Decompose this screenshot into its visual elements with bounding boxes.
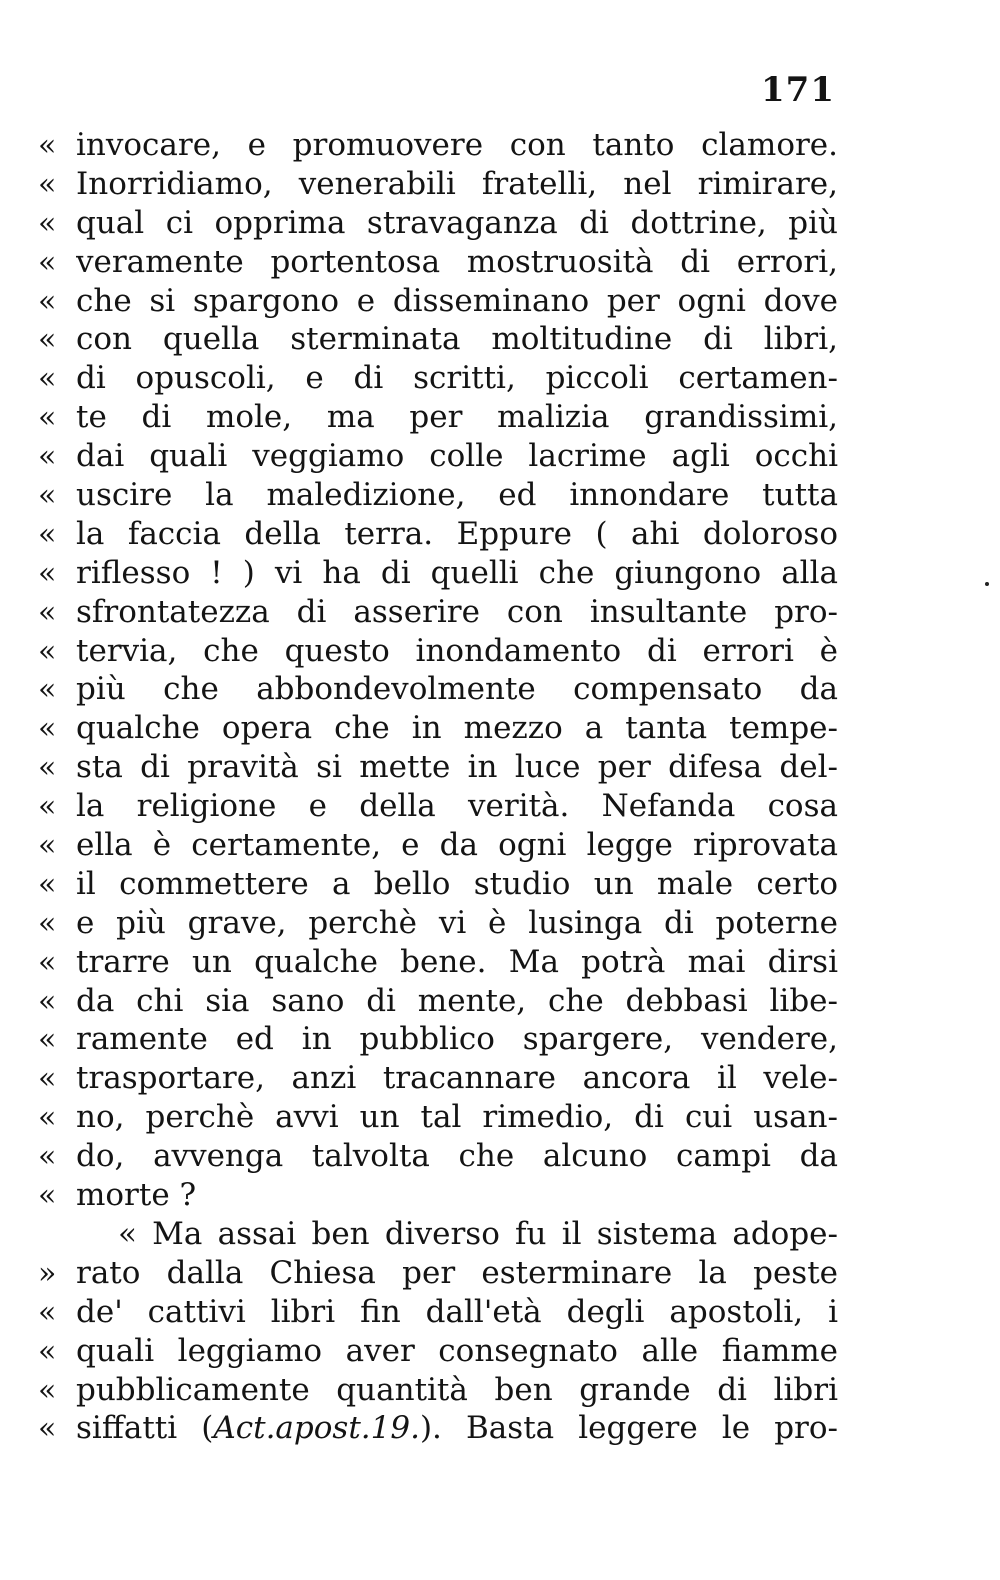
line-text: Inorridiamo, venerabili fratelli, nel rimirare, (76, 165, 838, 202)
text-line (38, 904, 838, 943)
line-text: « Ma assai ben diverso fu il sistema adope- (118, 1215, 838, 1252)
quote-mark: « (38, 983, 57, 1019)
text-line (38, 787, 838, 826)
line-text: no, perchè avvi un tal rimedio, di cui usan- (76, 1099, 838, 1136)
line-text: tervia, che questo inondamento di errori è (76, 632, 838, 669)
quote-mark: « (38, 1139, 57, 1175)
line-text: invocare, e promuovere con tanto clamore. (76, 127, 838, 163)
ink-speck (985, 582, 989, 586)
text-line (38, 1098, 838, 1137)
page-number: 171 (761, 70, 835, 110)
text-line (38, 1254, 838, 1293)
quote-mark: « (38, 1178, 57, 1214)
text-line (38, 243, 838, 282)
text-line (38, 1215, 838, 1254)
line-text: ella è certamente, e da ogni legge riprovata (76, 827, 838, 864)
text-line (38, 1332, 838, 1371)
line-text: siffatti (Act.apost.19.). Basta leggere le pro- (76, 1410, 838, 1447)
line-text: sfrontatezza di asserire con insultante pro- (76, 593, 838, 630)
quote-mark: « (38, 244, 57, 280)
line-text: la faccia della terra. Eppure ( ahi doloroso (76, 515, 838, 552)
text-line (38, 1409, 838, 1448)
line-text: da chi sia sano di mente, che debbasi libe- (76, 982, 838, 1019)
line-text: de' cattivi libri fin dall'età degli apostoli, i (76, 1293, 838, 1330)
text-line (38, 1059, 838, 1098)
text-line (38, 670, 838, 709)
line-text: quali leggiamo aver consegnato alle fiamme (76, 1332, 838, 1369)
line-text: te di mole, ma per malizia grandissimi, (76, 399, 838, 436)
line-text: rato dalla Chiesa per esterminare la peste (76, 1254, 838, 1291)
text-line (38, 826, 838, 865)
text-line (38, 1293, 838, 1332)
text-line (38, 865, 838, 904)
text-line (38, 126, 838, 165)
quote-mark: « (38, 828, 57, 864)
text-line (38, 476, 838, 515)
line-text: veramente portentosa mostruosità di errori, (76, 243, 838, 280)
line-text: trarre un qualche bene. Ma potrà mai dirsi (76, 943, 838, 980)
text-line (38, 554, 838, 593)
line-text: di opuscoli, e di scritti, piccoli certamen- (76, 360, 838, 397)
quote-mark: « (38, 555, 57, 591)
text-line (38, 398, 838, 437)
text-line (38, 1371, 838, 1410)
line-text: trasportare, anzi tracannare ancora il vele- (76, 1060, 838, 1097)
line-text: con quella sterminata moltitudine di libri, (76, 321, 838, 358)
quote-mark: « (38, 1372, 57, 1408)
quote-mark: « (38, 361, 57, 397)
quote-mark: « (38, 594, 57, 630)
quote-mark: « (38, 1411, 57, 1447)
line-text: uscire la maledizione, ed innondare tutta (76, 477, 838, 514)
quote-mark: « (38, 750, 57, 786)
line-text: pubblicamente quantità ben grande di libri (76, 1371, 838, 1408)
quote-mark: « (38, 439, 57, 475)
quote-mark: « (38, 283, 57, 319)
quote-mark: « (38, 1061, 57, 1097)
line-text: sta di pravità si mette in luce per difesa del- (76, 749, 838, 786)
text-line (38, 165, 838, 204)
text-line (38, 320, 838, 359)
text-line (38, 359, 838, 398)
text-line (38, 515, 838, 554)
text-line (38, 204, 838, 243)
quote-mark: « (38, 633, 57, 669)
line-text: il commettere a bello studio un male certo (76, 865, 838, 902)
text-block (38, 126, 838, 1448)
text-line (38, 709, 838, 748)
quote-mark: « (38, 400, 57, 436)
quote-mark: « (38, 1022, 57, 1058)
text-line (38, 282, 838, 321)
quote-mark: « (38, 905, 57, 941)
line-text: qualche opera che in mezzo a tanta tempe- (76, 710, 838, 747)
text-line (38, 943, 838, 982)
text-line (38, 982, 838, 1021)
quote-mark: « (38, 166, 57, 202)
quote-mark: « (38, 866, 57, 902)
text-line (38, 437, 838, 476)
line-text: più che abbondevolmente compensato da (76, 671, 838, 708)
quote-mark: « (38, 128, 57, 163)
line-text: do, avvenga talvolta che alcuno campi da (76, 1138, 838, 1175)
text-line (38, 1176, 838, 1215)
line-text: morte ? (76, 1177, 197, 1214)
text-line (38, 632, 838, 671)
line-text: dai quali veggiamo colle lacrime agli occhi (76, 438, 838, 475)
quote-mark: « (38, 516, 57, 552)
text-line (38, 1020, 838, 1059)
quote-mark: « (38, 1100, 57, 1136)
quote-mark: « (38, 205, 57, 241)
quote-mark: « (38, 711, 57, 747)
quote-mark: « (38, 672, 57, 708)
text-line (38, 1137, 838, 1176)
line-text: e più grave, perchè vi è lusinga di poterne (76, 904, 838, 941)
line-text: riflesso ! ) vi ha di quelli che giungono alla (76, 554, 838, 591)
line-text: qual ci opprima stravaganza di dottrine, più (76, 204, 838, 241)
quote-mark: « (38, 944, 57, 980)
line-text: che si spargono e disseminano per ogni dove (76, 282, 838, 319)
quote-mark: « (38, 1333, 57, 1369)
line-text: ramente ed in pubblico spargere, vendere, (76, 1021, 838, 1058)
quote-mark: « (38, 478, 57, 514)
quote-mark: » (38, 1255, 57, 1291)
quote-mark: « (38, 322, 57, 358)
line-text: la religione e della verità. Nefanda cosa (76, 788, 838, 825)
text-line (38, 593, 838, 632)
quote-mark: « (38, 789, 57, 825)
text-line (38, 748, 838, 787)
quote-mark: « (38, 1294, 57, 1330)
